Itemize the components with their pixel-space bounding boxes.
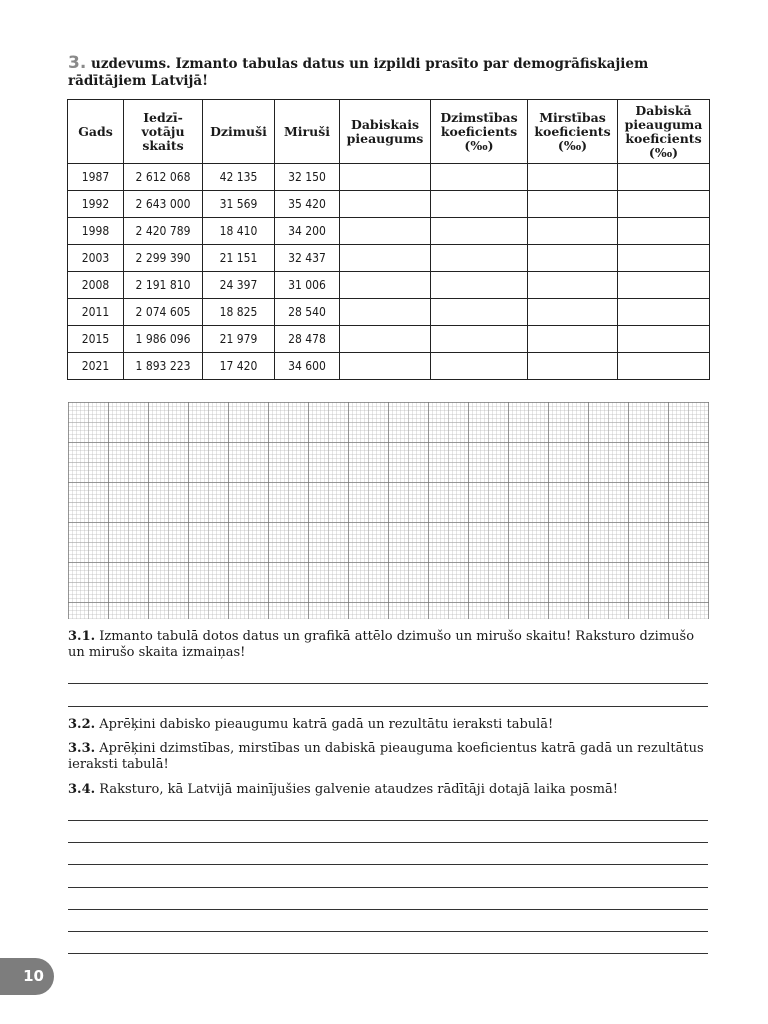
answer-line[interactable] [68, 706, 708, 707]
table-cell: 2 299 390 [124, 245, 203, 272]
page-number-tab: 10 [0, 958, 54, 995]
question-3-3 [68, 741, 710, 773]
question-text: Aprēķini dabisko pieaugumu katrā gadā un rezultātu ieraksti tabulā! [99, 717, 554, 732]
answer-cell[interactable] [618, 245, 710, 272]
answer-line[interactable] [68, 909, 708, 910]
graph-paper-area[interactable] [68, 402, 709, 619]
answer-cell[interactable] [618, 326, 710, 353]
answer-cell[interactable] [340, 191, 431, 218]
table-row [68, 353, 710, 380]
column-header [528, 100, 618, 164]
table-cell: 42 135 [203, 164, 275, 191]
table-cell: 32 150 [275, 164, 340, 191]
column-header-text: koeficients [534, 123, 611, 139]
table-row [68, 299, 710, 326]
answer-cell[interactable] [528, 299, 618, 326]
column-header [124, 100, 203, 164]
answer-line[interactable] [68, 683, 708, 684]
question-text: Aprēķini dzimstības, mirstības un dabiskā pieauguma koeficientus katrā gadā un rezultātus ieraksti tabulā! [68, 741, 704, 772]
answer-cell[interactable] [431, 326, 528, 353]
table-header-row [68, 100, 710, 164]
answer-line[interactable] [68, 842, 708, 843]
column-header-text: pieauguma [624, 116, 703, 132]
column-header-text: (‰) [648, 144, 679, 160]
table-cell: 34 200 [275, 218, 340, 245]
answer-cell[interactable] [431, 353, 528, 380]
answer-cell[interactable] [431, 191, 528, 218]
table-cell: 2 612 068 [124, 164, 203, 191]
answer-cell[interactable] [528, 353, 618, 380]
table-cell: 2 643 000 [124, 191, 203, 218]
table-cell: 2015 [68, 326, 124, 353]
column-header-text: Dabiskais [350, 116, 419, 132]
answer-line[interactable] [68, 931, 708, 932]
answer-cell[interactable] [340, 326, 431, 353]
demographics-table [67, 99, 710, 380]
answer-line[interactable] [68, 864, 708, 865]
table-cell: 2 420 789 [124, 218, 203, 245]
table-cell: 2021 [68, 353, 124, 380]
answer-cell[interactable] [340, 353, 431, 380]
table-cell: 21 979 [203, 326, 275, 353]
table-cell: 2 191 810 [124, 272, 203, 299]
question-3-1 [68, 629, 710, 661]
table-cell: 2 074 605 [124, 299, 203, 326]
answer-cell[interactable] [618, 353, 710, 380]
table-cell: 31 006 [275, 272, 340, 299]
table-cell: 1998 [68, 218, 124, 245]
answer-cell[interactable] [618, 299, 710, 326]
answer-cell[interactable] [431, 218, 528, 245]
table-cell: 35 420 [275, 191, 340, 218]
table-cell: 2011 [68, 299, 124, 326]
answer-cell[interactable] [528, 245, 618, 272]
table-cell: 31 569 [203, 191, 275, 218]
table-cell: 1992 [68, 191, 124, 218]
task-heading-text: uzdevums. Izmanto tabulas datus un izpildi prasīto par demogrāfiskajiem rādītājiem Latvijā! [68, 56, 649, 89]
answer-cell[interactable] [340, 164, 431, 191]
column-header-text: Dabiskā [635, 102, 692, 118]
table-row [68, 218, 710, 245]
task-number: 3. [68, 53, 87, 73]
answer-cell[interactable] [618, 164, 710, 191]
table-cell: 17 420 [203, 353, 275, 380]
column-header [203, 100, 275, 164]
column-header-text: Mirstības [539, 109, 606, 125]
column-header-text: Gads [78, 123, 113, 139]
column-header-text: Dzimstības [440, 109, 518, 125]
answer-cell[interactable] [340, 299, 431, 326]
answer-cell[interactable] [618, 191, 710, 218]
answer-cell[interactable] [340, 218, 431, 245]
column-header-text: pieaugums [346, 130, 424, 146]
question-text: Raksturo, kā Latvijā mainījušies galvenie ataudzes rādītāji dotajā laika posmā! [99, 782, 618, 797]
column-header [431, 100, 528, 164]
column-header-text: votāju [141, 123, 185, 139]
table-cell: 18 410 [203, 218, 275, 245]
column-header-text: koeficients [625, 130, 702, 146]
answer-line[interactable] [68, 953, 708, 954]
table-cell: 32 437 [275, 245, 340, 272]
table-cell: 1987 [68, 164, 124, 191]
question-text: Izmanto tabulā dotos datus un grafikā attēlo dzimušo un mirušo skaitu! Raksturo dzimušo un mirušo skaita izmaiņas! [68, 629, 695, 660]
table-body [68, 164, 710, 380]
table-cell: 21 151 [203, 245, 275, 272]
column-header [275, 100, 340, 164]
answer-cell[interactable] [431, 272, 528, 299]
column-header-text: Iedzī- [143, 109, 183, 125]
column-header-text: koeficients [440, 123, 518, 139]
answer-cell[interactable] [528, 326, 618, 353]
column-header-text: Dzimuši [210, 123, 267, 139]
column-header [68, 100, 124, 164]
answer-line[interactable] [68, 887, 708, 888]
answer-cell[interactable] [528, 272, 618, 299]
answer-line[interactable] [68, 820, 708, 821]
answer-cell[interactable] [618, 218, 710, 245]
table-cell: 2003 [68, 245, 124, 272]
answer-cell[interactable] [618, 272, 710, 299]
answer-cell[interactable] [528, 191, 618, 218]
table-cell: 1 986 096 [124, 326, 203, 353]
question-number: 3.2. [68, 717, 96, 732]
question-number: 3.1. [68, 629, 96, 644]
question-number: 3.4. [68, 782, 96, 797]
table-row [68, 164, 710, 191]
table-row [68, 326, 710, 353]
table-cell: 28 540 [275, 299, 340, 326]
answer-cell[interactable] [431, 299, 528, 326]
table-cell: 1 893 223 [124, 353, 203, 380]
answer-cell[interactable] [431, 164, 528, 191]
answer-cell[interactable] [340, 272, 431, 299]
table-row [68, 245, 710, 272]
column-header-text: skaits [142, 137, 184, 153]
column-header-text: Miruši [283, 123, 331, 139]
table-cell: 28 478 [275, 326, 340, 353]
question-number: 3.3. [68, 741, 96, 756]
column-header-text: (‰) [464, 137, 494, 153]
task-heading [68, 55, 713, 90]
column-header [340, 100, 431, 164]
answer-cell[interactable] [528, 164, 618, 191]
table-row [68, 191, 710, 218]
question-3-2 [68, 717, 710, 733]
table-cell: 24 397 [203, 272, 275, 299]
column-header [618, 100, 710, 164]
answer-cell[interactable] [528, 218, 618, 245]
table-cell: 18 825 [203, 299, 275, 326]
answer-cell[interactable] [340, 245, 431, 272]
table-cell: 2008 [68, 272, 124, 299]
table-row [68, 272, 710, 299]
column-header-text: (‰) [557, 137, 588, 153]
table-cell: 34 600 [275, 353, 340, 380]
question-3-4 [68, 782, 710, 798]
answer-cell[interactable] [431, 245, 528, 272]
